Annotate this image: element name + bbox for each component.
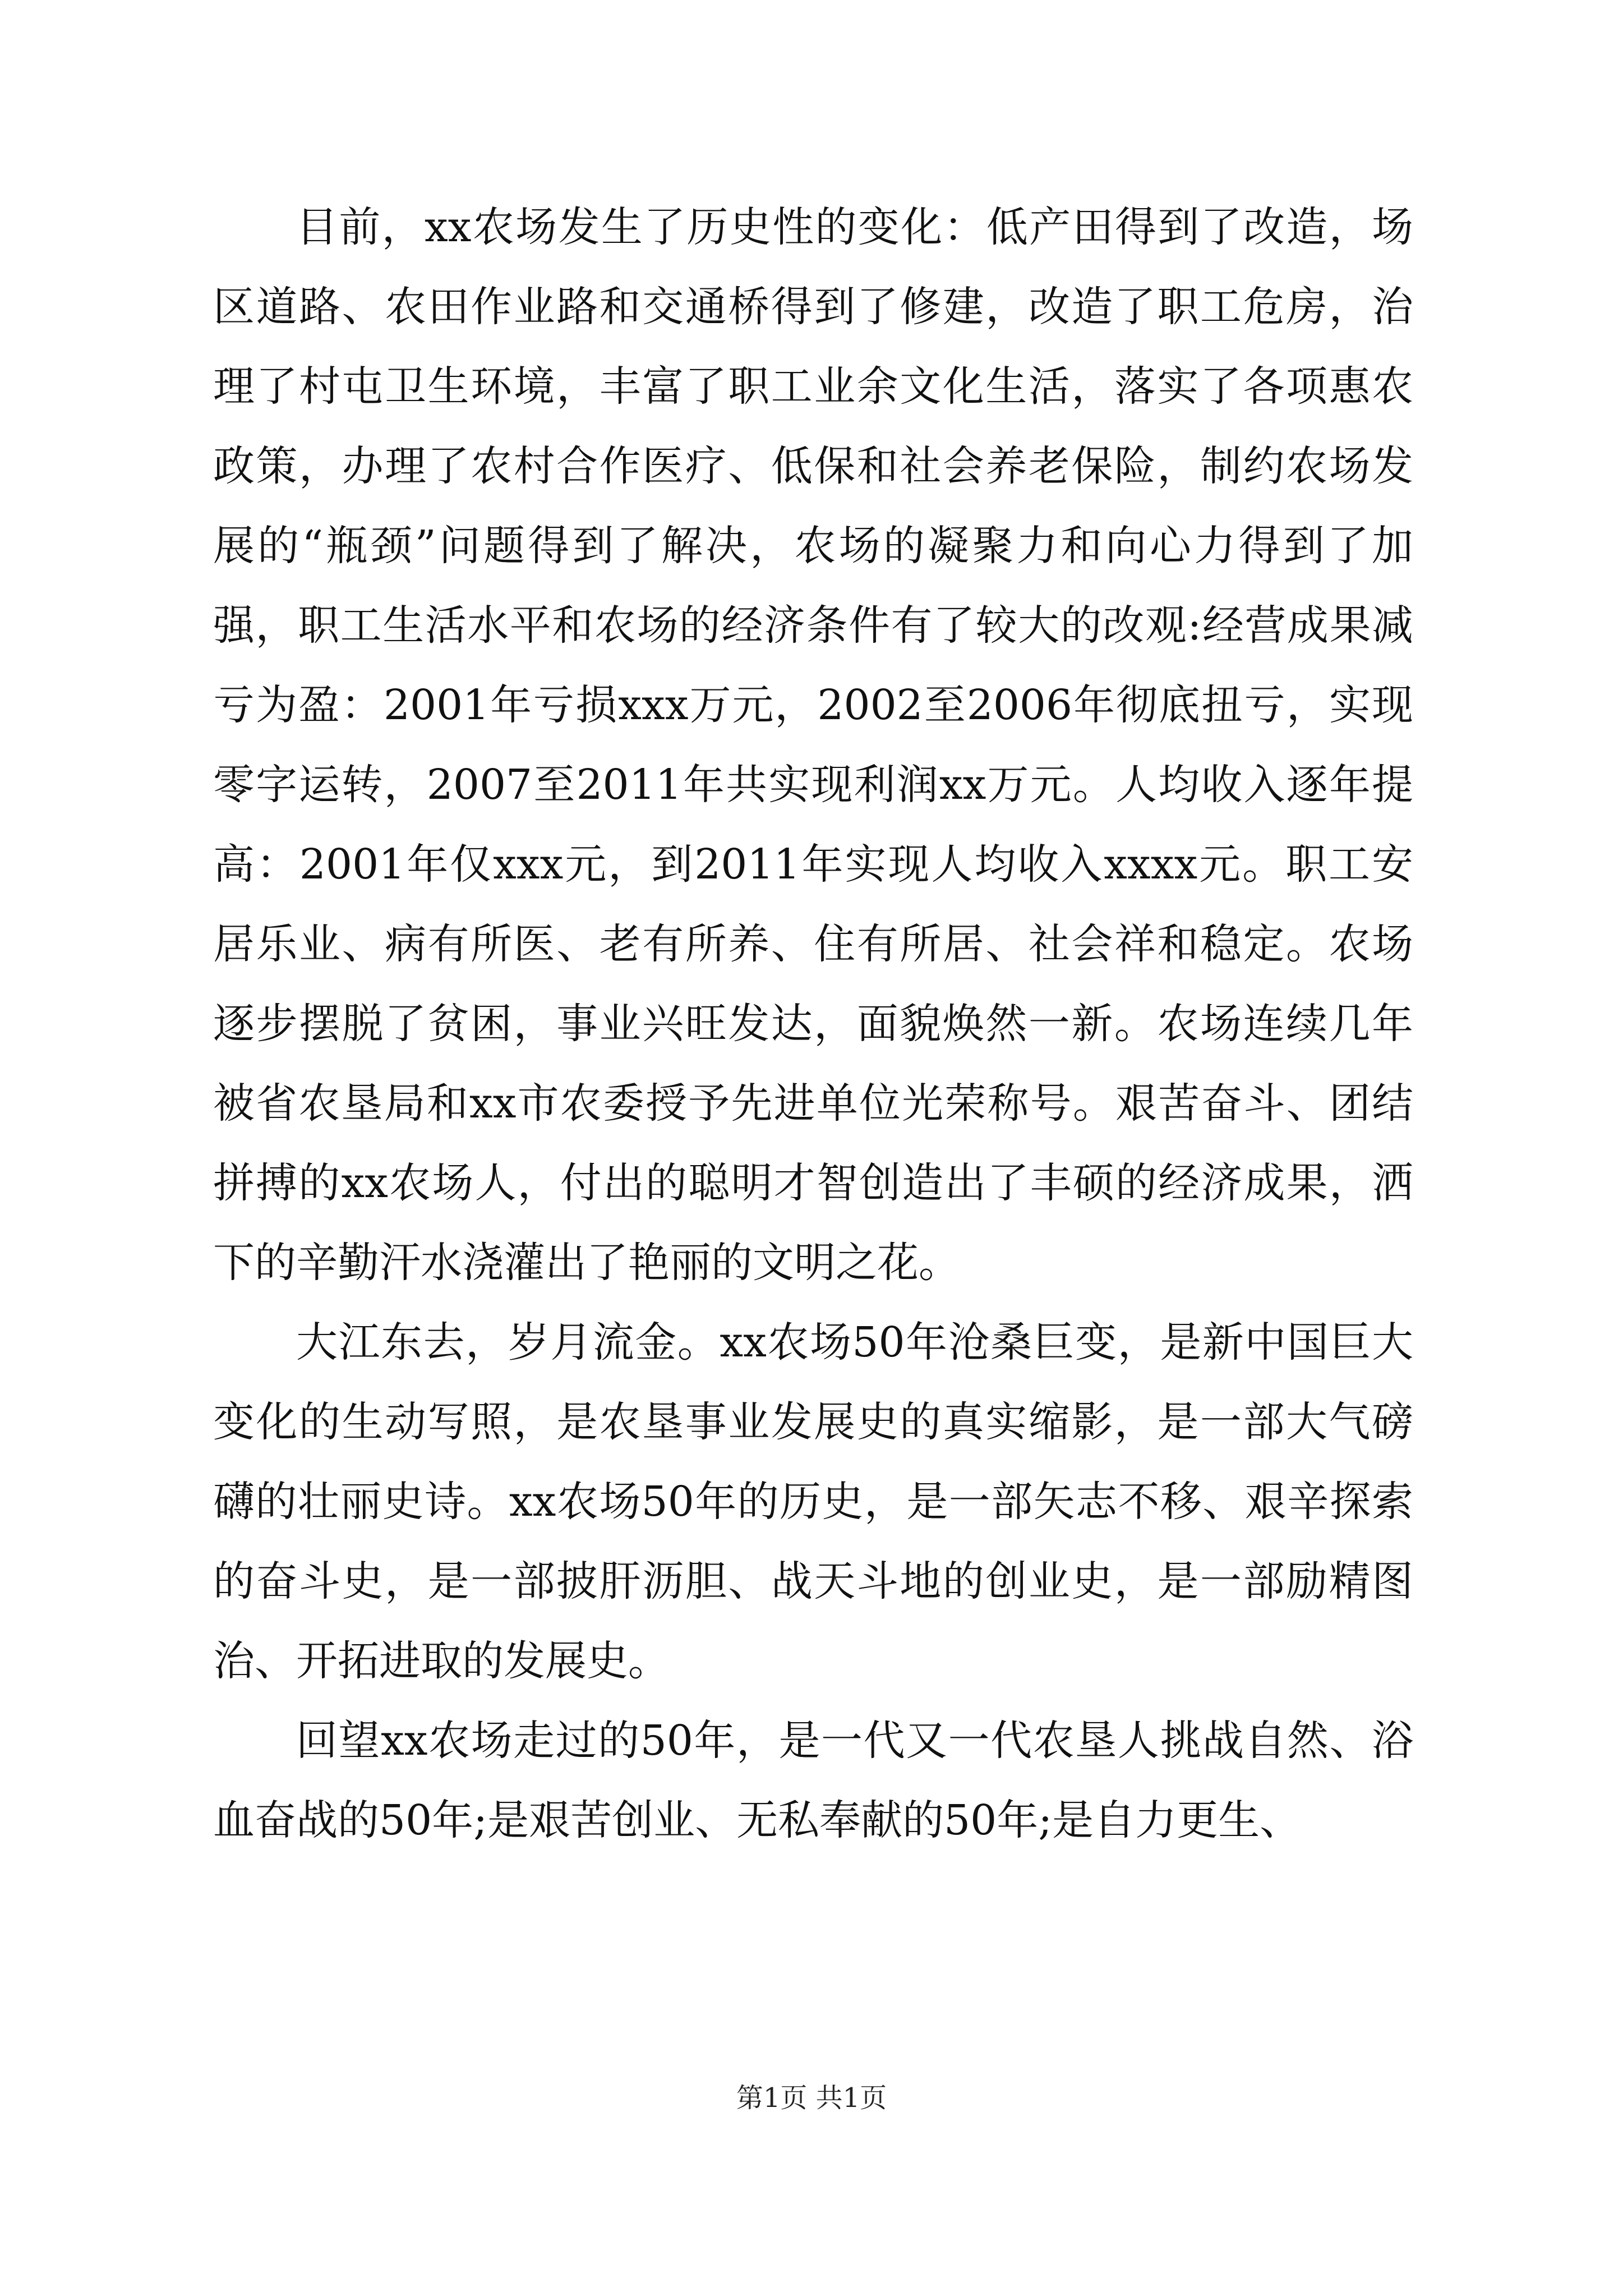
- paragraph-retrospect: 回望xx农场走过的50年，是一代又一代农垦人挑战自然、浴血奋战的50年;是艰苦创业、无私奉献的50年;是自力更生、: [213, 1717, 1413, 1844]
- paragraph-achievements: 目前，xx农场发生了历史性的变化：低产田得到了改造，场区道路、农田作业路和交通桥得到了修建，改造了职工危房，治理了村屯卫生环境，丰富了职工业余文化生活，落实了各项惠农政策，办理了农村合作医疗、低保和社会养老保险，制约农场发展的“瓶颈”问题得到了解决，农场的凝聚力和向心力得到了加强，职工生活水平和农场的经济条件有了较大的改观:经营成果减亏为盈：2001年亏损xxx万元，2002至2006年彻底扭亏，实现零字运转，2007至2011年共实现利润xx万元。人均收入逐年提高：2001年仅xxx元，到2011年实现人均收入xxxx元。职工安居乐业、病有所医、老有所养、住有所居、社会祥和稳定。农场逐步摆脱了贫困，事业兴旺发达，面貌焕然一新。农场连续几年被省农垦局和xx市农委授予先进单位光荣称号。艰苦奋斗、团结拼搏的xx农场人，付出的聪明才智创造出了丰硕的经济成果，洒下的辛勤汗水浇灌出了艳丽的文明之花。: [213, 203, 1413, 1287]
- document-body: [213, 187, 1413, 1860]
- page-footer: 第1页 共1页: [736, 2082, 887, 2114]
- paragraph-history-summary: 大江东去，岁月流金。xx农场50年沧桑巨变，是新中国巨大变化的生动写照，是农垦事业发展史的真实缩影，是一部大气磅礴的壮丽史诗。xx农场50年的历史，是一部矢志不移、艰辛探索的奋斗史，是一部披肝沥胆、战天斗地的创业史，是一部励精图治、开拓进取的发展史。: [213, 1318, 1413, 1685]
